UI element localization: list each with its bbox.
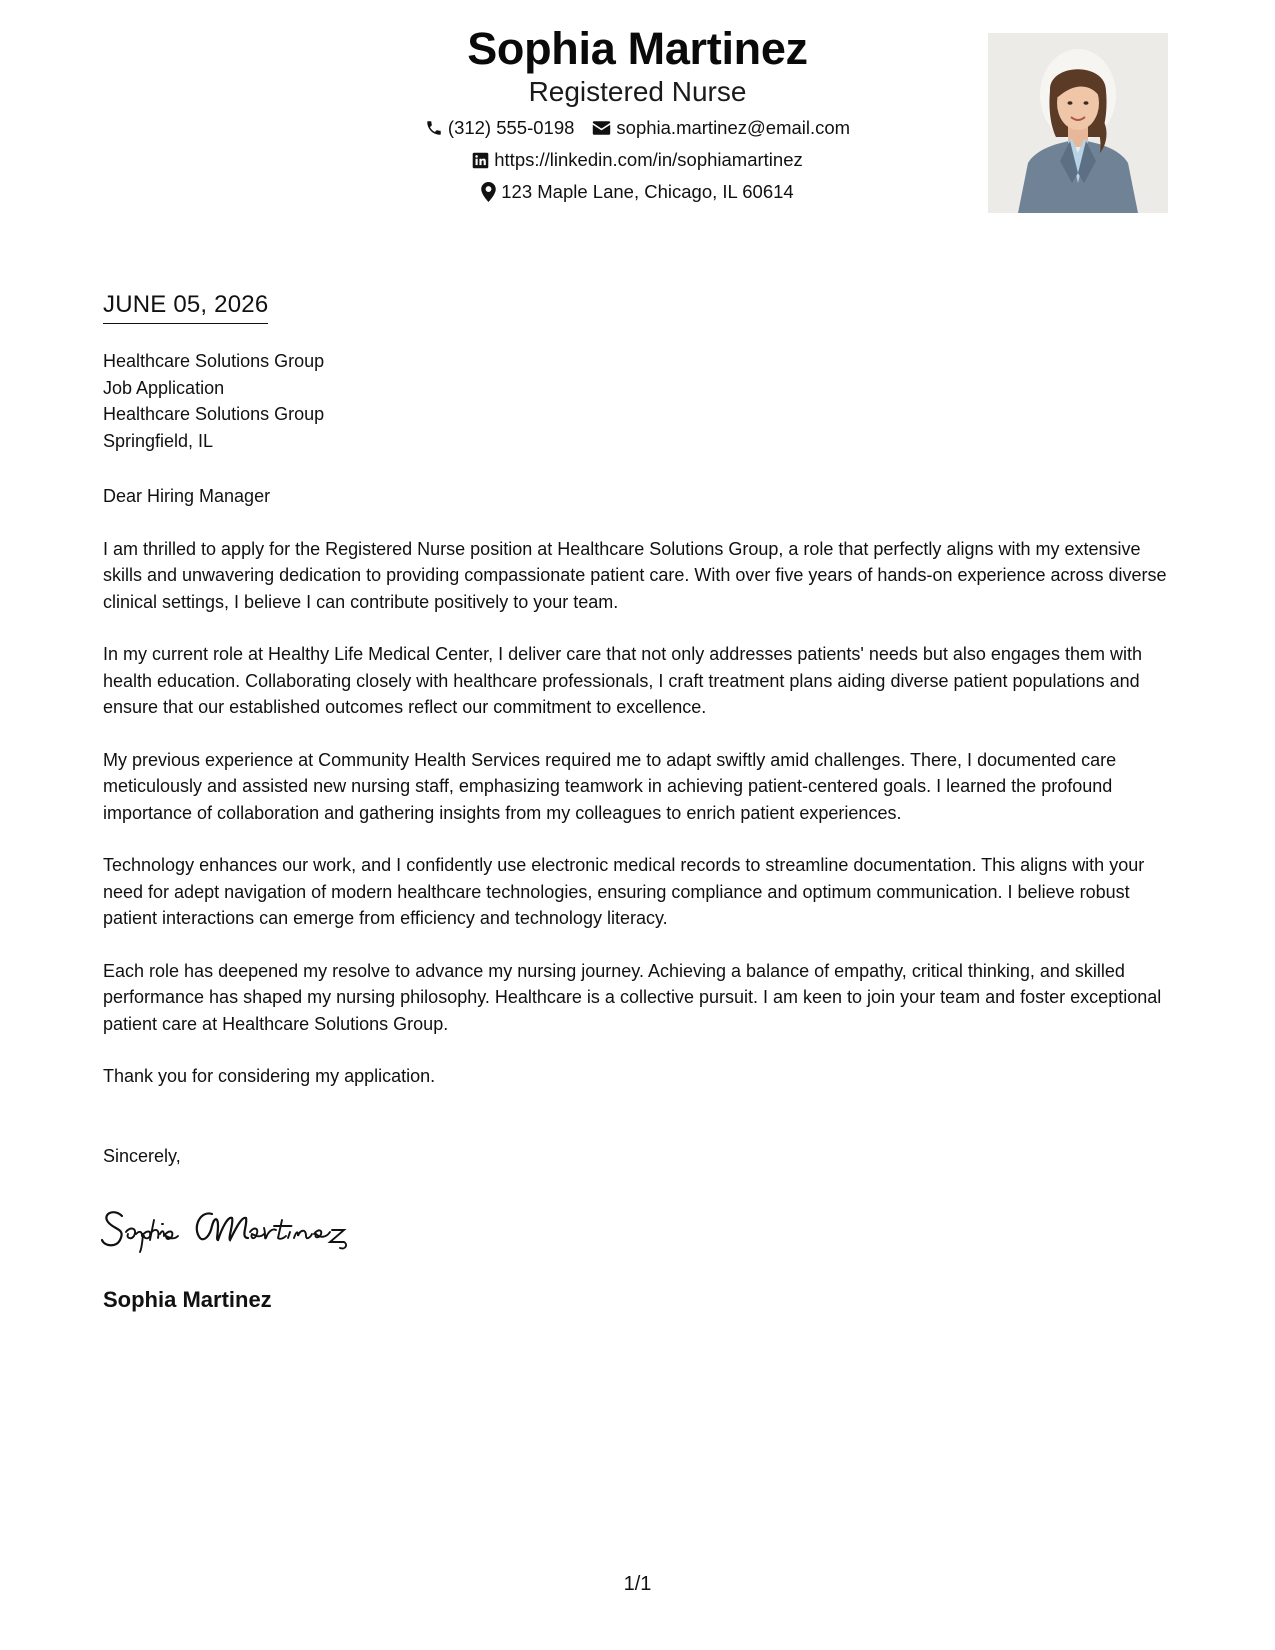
- recipient-line-2: Job Application: [103, 377, 225, 398]
- phone-number: (312) 555-0198: [447, 117, 575, 138]
- letter-date: JUNE 05, 2026: [103, 290, 268, 324]
- phone-icon: [425, 119, 443, 137]
- contact-linkedin[interactable]: [472, 148, 802, 172]
- contact-phone: [425, 116, 575, 140]
- linkedin-icon: [472, 152, 489, 169]
- linkedin-url[interactable]: https://linkedin.com/in/sophiamartinez: [494, 149, 803, 170]
- paragraph-6: Thank you for considering my application.: [103, 1066, 436, 1086]
- contact-address: [481, 180, 793, 204]
- paragraph-1: I am thrilled to apply for the Registered Nurse position at Healthcare Solutions Group, a role that perfectly aligns with my extensive skills and unwavering dedication to providing compassionate patient care. With over five years of hands-on experience across diverse clinical settings, I believe I can contribute positively to your team.: [103, 538, 1167, 612]
- recipient-line-3: Healthcare Solutions Group: [103, 404, 325, 424]
- paragraph-2: In my current role at Healthy Life Medical Center, I deliver care that not only addresses patients' needs but also engages them with health education. Collaborating closely with healthcare professionals, I craft treatment plans aiding diverse patient populations and ensure that our established outcomes reflect our commitment to excellence.: [103, 644, 1142, 717]
- contact-email[interactable]: [592, 116, 850, 140]
- map-pin-icon: [481, 182, 496, 202]
- paragraph-3: My previous experience at Community Health Services required me to adapt swiftly amid challenges. There, I documented care meticulously and assisted new nursing staff, emphasizing teamwork in achieving patient-centered goals. I learned the profound importance of collaboration and gathering insights from my colleagues to enrich patient experiences.: [103, 749, 1117, 823]
- salutation: Dear Hiring Manager: [103, 486, 271, 506]
- portrait-photo: [988, 33, 1168, 213]
- address-text: 123 Maple Lane, Chicago, IL 60614: [501, 181, 794, 202]
- recipient-address: [103, 348, 324, 454]
- envelope-icon: [592, 120, 611, 136]
- applicant-title: Registered Nurse: [528, 76, 747, 107]
- page-number: 1/1: [623, 1573, 652, 1595]
- signed-name: Sophia Martinez: [103, 1287, 272, 1312]
- closing: Sincerely,: [103, 1146, 181, 1166]
- letter-date-block: [103, 290, 268, 324]
- recipient-line-4: Springfield, IL: [103, 430, 214, 451]
- recipient-line-1: Healthcare Solutions Group: [103, 351, 325, 371]
- email-address[interactable]: sophia.martinez@email.com: [616, 117, 851, 138]
- applicant-name: Sophia Martinez: [467, 23, 808, 74]
- letter-body: [103, 483, 1178, 1116]
- paragraph-5: Each role has deepened my resolve to advance my nursing journey. Achieving a balance of empathy, critical thinking, and skilled performance has shaped my nursing philosophy. Healthcare is a collective pursuit. I am keen to join your team and foster exceptional patient care at Healthcare Solutions Group.: [103, 960, 1162, 1034]
- paragraph-4: Technology enhances our work, and I confidently use electronic medical records to streamline documentation. This aligns with your need for adept navigation of modern healthcare technologies, ensuring compliance and optimum communication. I believe robust patient interactions can emerge from efficiency and technology literacy.: [103, 855, 1145, 928]
- handwritten-signature: [100, 1198, 370, 1254]
